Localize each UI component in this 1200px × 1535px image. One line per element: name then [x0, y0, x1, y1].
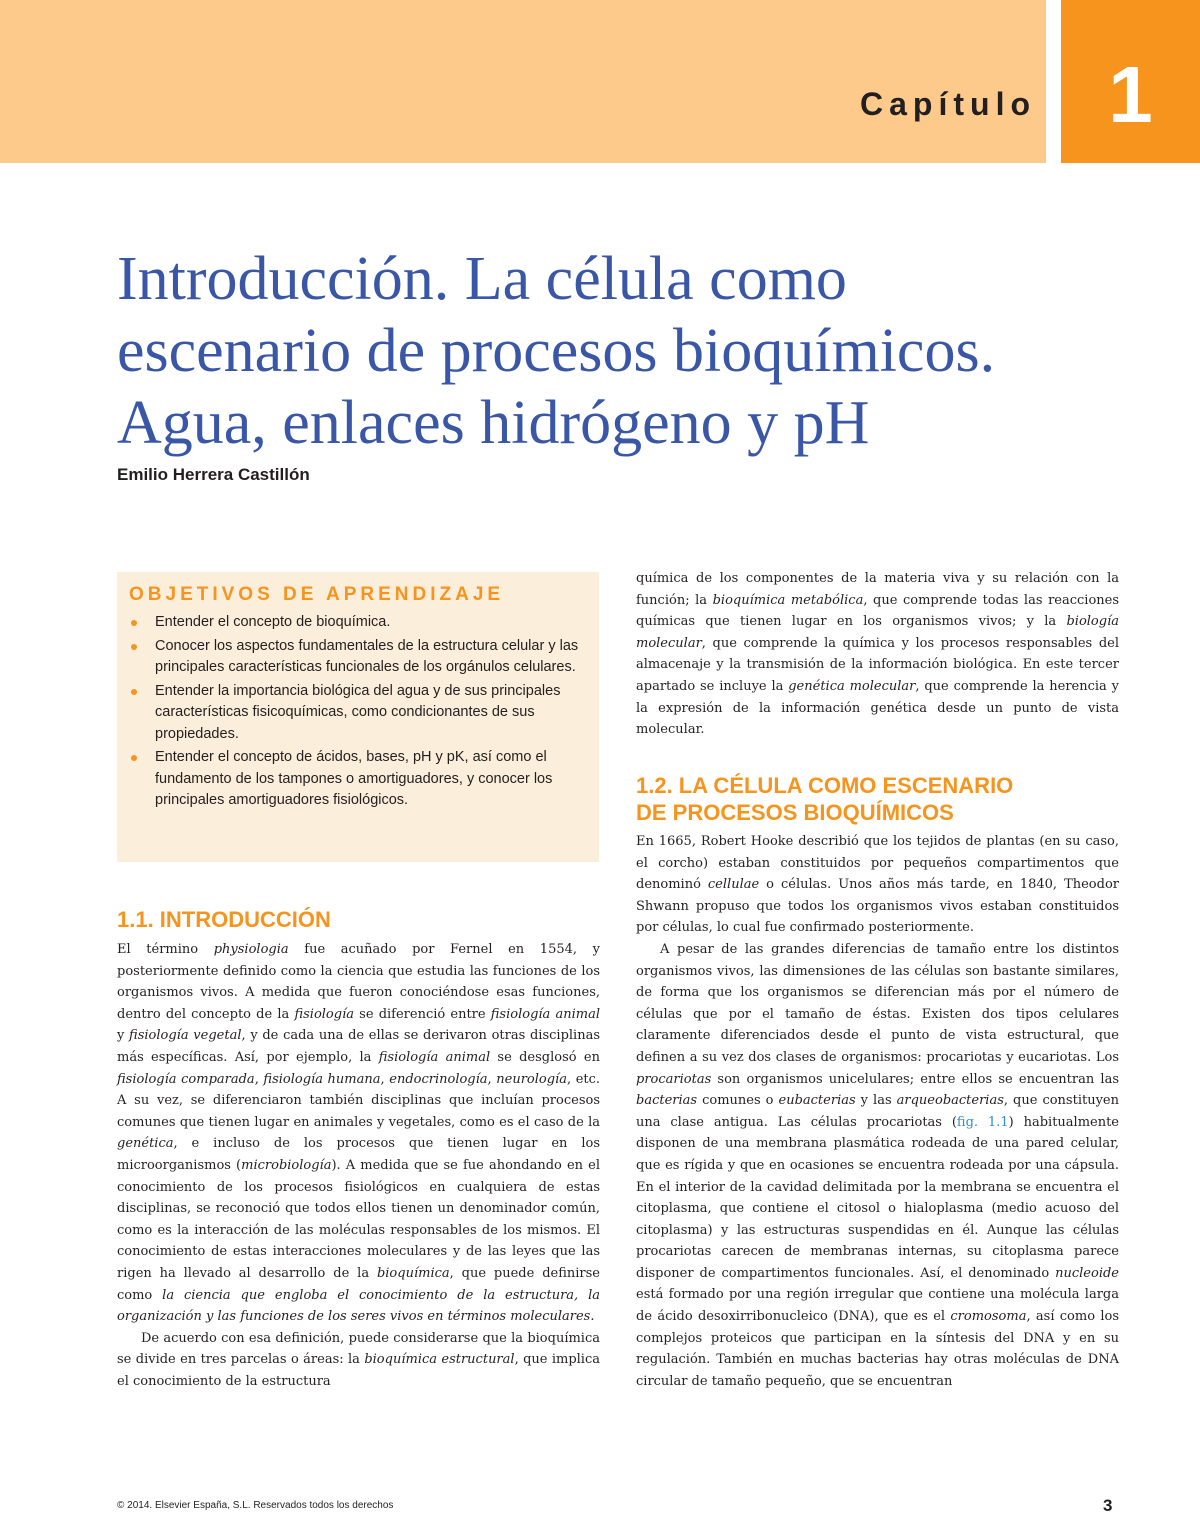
- italic-term: fisiología: [294, 1006, 354, 1022]
- text-run: ). A medida que se fue ahondando en el conocimiento de los procesos fisiológicos en cualquiera de estas disciplinas, se reconoció que todos ellos tienen un denominador común, como es la interacción de las moléculas responsables de los mismos. El conocimiento de estas interacciones moleculares y de las leyes que las rigen ha llevado al desarrollo de la: [117, 1157, 601, 1281]
- objective-text: Entender el concepto de ácidos, bases, pH y pK, así como el fundamento de los tampones o amortiguadores, y conocer los principales amortiguadores fisiológicos.: [155, 749, 553, 808]
- italic-term: cellulae: [707, 877, 760, 893]
- figure-reference-link[interactable]: fig. 1.1: [956, 1114, 1009, 1130]
- body-paragraph: [636, 831, 1119, 939]
- objectives-heading: OBJETIVOS DE APRENDIZAJE: [129, 584, 505, 605]
- italic-term: physiologia: [213, 942, 289, 957]
- objective-item: [129, 612, 587, 634]
- italic-term: arqueobacterias: [896, 1093, 1004, 1109]
- bullet-icon: [131, 644, 137, 650]
- italic-term: genética: [117, 1136, 174, 1152]
- text-run: ) habitualmente disponen de una membrana plasmática rodeada de una pared celular, que es rígida y que en ocasiones se encuentra rodeada por una cápsula. En el interior de la cavidad delimitada por la membrana se encuentra el citoplasma, que contiene el citosol o hialoplasma (medio acuoso del citoplasma) y las estructuras suspendidas en él. Aunque las células procariotas carecen de membranas internas, su citoplasma parece disponer de compartimentos funcionales. Así, el denominado: [636, 1114, 1120, 1281]
- italic-term: bioquímica estructural: [364, 1352, 515, 1368]
- chapter-title-line: Introducción. La célula como: [117, 245, 847, 313]
- right-column-continuation: [636, 568, 1119, 741]
- objectives-list: [129, 612, 587, 812]
- text-run: ,: [254, 1071, 264, 1087]
- bullet-icon: [131, 755, 137, 761]
- italic-term: cromosoma: [950, 1309, 1027, 1325]
- section-heading-celula: [636, 772, 1013, 826]
- chapter-banner: [0, 0, 1046, 163]
- bullet-icon: [131, 689, 137, 695]
- italic-term: endocrinología: [389, 1071, 488, 1087]
- chapter-title-line: escenario de procesos bioquímicos.: [117, 317, 996, 385]
- chapter-number-box: [1061, 0, 1200, 163]
- section-heading-line: 1.2. LA CÉLULA COMO ESCENARIO: [636, 773, 1014, 798]
- bullet-icon: [131, 620, 137, 626]
- italic-term: fisiología animal: [490, 1006, 600, 1022]
- italic-term: biología molecular: [636, 614, 1119, 651]
- copyright-notice: © 2014. Elsevier España, S.L. Reservados todos los derechos: [117, 1500, 394, 1511]
- author-name: Emilio Herrera Castillón: [117, 465, 310, 484]
- chapter-label: Capítulo: [860, 86, 1036, 122]
- objective-text: Entender el concepto de bioquímica.: [155, 614, 391, 630]
- italic-term: la ciencia que engloba el conocimiento de la estructura, la organización y las funciones de los seres vivos en términos moleculares: [117, 1287, 600, 1325]
- italic-term: microbiología: [241, 1157, 332, 1173]
- italic-term: fisiología animal: [378, 1049, 491, 1065]
- section-heading-line: DE PROCESOS BIOQUÍMICOS: [636, 800, 954, 825]
- italic-term: fisiología comparada: [117, 1071, 255, 1087]
- text-run: , que constituyen una clase antigua. Las células procariotas (: [636, 1093, 1119, 1130]
- italic-term: procariotas: [636, 1071, 712, 1087]
- text-run: ,: [487, 1071, 497, 1087]
- learning-objectives-box: [117, 572, 599, 862]
- text-run: comunes o: [697, 1093, 779, 1109]
- objective-text: Entender la importancia biológica del agua y de sus principales características fisicoquímicas, como condicionantes de sus propiedades.: [155, 682, 561, 742]
- text-run: fue acuñado por Fernel en 1554, y posteriormente definido como la ciencia que estudia las funciones de los organismos vivos. A medida que fueron conociéndose esas funciones, dentro del concepto de la: [117, 942, 600, 1022]
- text-run: A pesar de las grandes diferencias de tamaño entre los distintos organismos vivos, las dimensiones de las células son bastante similares, de forma que los organismos se diferencian más por el número de células que por el tamaño de éstas. Existen dos tipos celulares claramente diferenciados desde el punto de vista estructural, que definen a su vez dos clases de organismos: procariotas y eucariotas. Los: [636, 941, 1119, 1065]
- text-run: ,: [380, 1071, 390, 1087]
- text-run: En 1665, Robert Hooke describió que los tejidos de plantas (en su caso, el corcho) estaban constituidos por pequeños compartimentos que denominó: [636, 834, 1119, 893]
- page-number: 3: [1103, 1496, 1113, 1515]
- body-paragraph: [117, 1328, 600, 1393]
- text-run: , y de cada una de ellas se derivaron otras disciplinas más específicas. Así, por ejemplo, la: [117, 1028, 601, 1065]
- italic-term: fisiología vegetal: [129, 1028, 242, 1044]
- text-run: y: [117, 1028, 130, 1044]
- text-run: se diferenció entre: [353, 1006, 491, 1022]
- italic-term: nucleoide: [1055, 1265, 1119, 1281]
- chapter-number: 1: [1108, 50, 1153, 139]
- celula-body: [636, 831, 1119, 1392]
- text-run: se desglosó en: [490, 1049, 600, 1065]
- objective-item: [129, 636, 587, 679]
- text-run: son organismos unicelulares; entre ellos se encuentran las: [711, 1071, 1119, 1087]
- italic-term: neurología: [496, 1071, 567, 1087]
- italic-term: genética molecular: [788, 678, 916, 694]
- objective-text: Conocer los aspectos fundamentales de la estructura celular y las principales características funcionales de los orgánulos celulares.: [155, 637, 579, 675]
- italic-term: bioquímica metabólica: [712, 592, 864, 608]
- objective-item: [129, 747, 587, 812]
- body-paragraph: [636, 568, 1119, 741]
- chapter-title: [117, 243, 1157, 459]
- text-run: o células. Unos años más tarde, en 1840, Theodor Shwann propuso que todos los organismos vivos estaban constituidos por células, lo cual fue confirmado posteriormente.: [636, 877, 1119, 936]
- text-run: , así como los complejos proteicos que participan en la síntesis del DNA y en su regulación. También en muchas bacterias hay otras moléculas de DNA circular de tamaño pequeño, que se encuentran: [636, 1309, 1119, 1389]
- italic-term: fisiología humana: [263, 1071, 381, 1087]
- text-run: .: [590, 1309, 595, 1325]
- body-paragraph: [636, 939, 1119, 1392]
- chapter-title-line: Agua, enlaces hidrógeno y pH: [117, 389, 870, 457]
- italic-term: bioquímica: [376, 1265, 450, 1281]
- text-run: , e incluso de los procesos que tienen lugar en los microorganismos (: [117, 1136, 600, 1173]
- text-run: , etc. A su vez, se diferenciaron también disciplinas que incluían procesos comunes que tienen lugar en animales y vegetales, como es el caso de la: [117, 1071, 601, 1130]
- text-run: De acuerdo con esa definición, puede considerarse que la bioquímica se divide en tres parcelas o áreas: la: [117, 1330, 600, 1368]
- italic-term: eubacterias: [778, 1093, 856, 1109]
- text-run: , que comprende todas las reacciones químicas que tienen lugar en los organismos vivos; y la: [636, 592, 1120, 630]
- body-paragraph: [117, 939, 600, 1328]
- text-run: química de los componentes de la materia viva y su relación con la función; la: [636, 571, 1119, 608]
- italic-term: bacterias: [636, 1093, 698, 1109]
- text-run: y las: [855, 1093, 897, 1109]
- text-run: está formado por una región irregular que contiene una molécula larga de ácido desoxirribonucleico (DNA), que es el: [636, 1287, 1119, 1325]
- section-heading-introduccion: 1.1. INTRODUCCIÓN: [117, 907, 331, 932]
- objective-item: [129, 681, 587, 746]
- text-run: El término: [117, 942, 214, 957]
- text-run: , que implica el conocimiento de la estructura: [117, 1352, 600, 1389]
- text-run: , que comprende la herencia y la expresión de la información genética desde un punto de vista molecular.: [636, 678, 1119, 738]
- introduccion-body: [117, 939, 600, 1392]
- text-run: , que comprende la química y los procesos responsables del almacenaje y la transmisión de la información biológica. En este tercer apartado se incluye la: [636, 635, 1119, 694]
- text-run: , que puede definirse como: [117, 1265, 600, 1303]
